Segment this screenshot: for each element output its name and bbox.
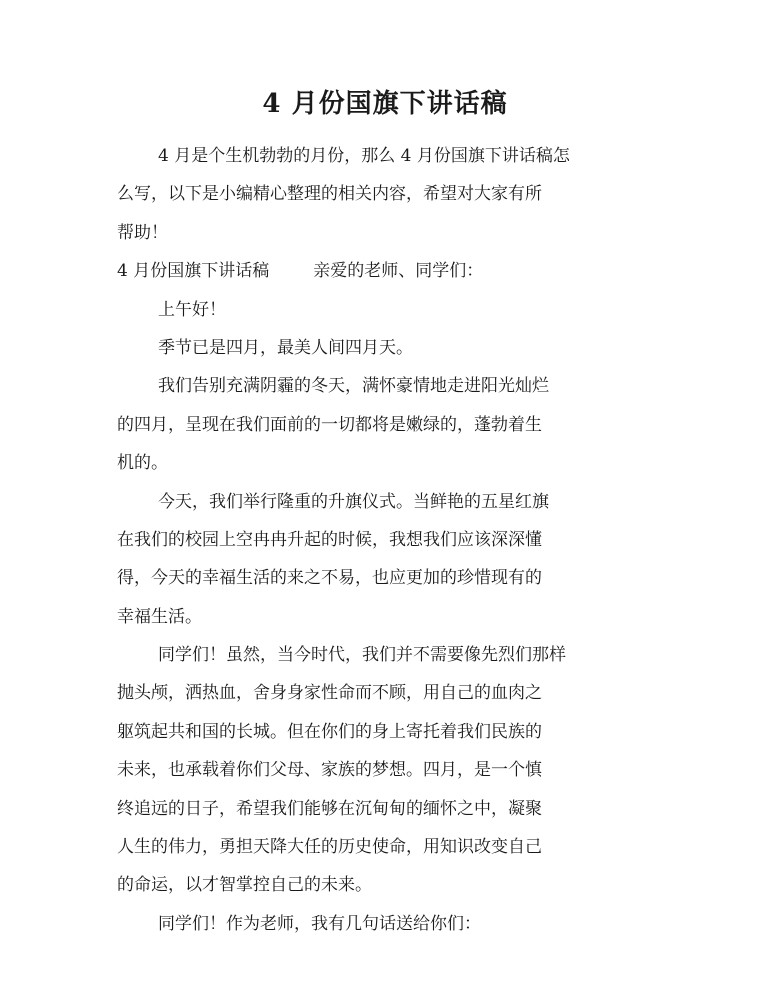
heading-line-title: 4 月份国旗下讲话稿: [117, 261, 270, 282]
heading-line-salutation: 亲爱的老师、同学们：: [313, 261, 484, 282]
paragraph-line: 机的。: [117, 453, 168, 474]
paragraph-line: 的四月，呈现在我们面前的一切都将是嫩绿的，蓬勃着生: [117, 414, 542, 435]
paragraph-line: 人生的伟力，勇担天降大任的历史使命，用知识改变自己: [117, 837, 542, 858]
paragraph-line: 未来，也承载着你们父母、家族的梦想。四月，是一个慎: [117, 760, 542, 781]
document-body: [117, 137, 657, 943]
paragraph-line: 同学们！虽然，当今时代，我们并不需要像先烈们那样: [158, 645, 566, 666]
paragraph-line: 上午好！: [158, 299, 226, 320]
paragraph-line: 季节已是四月，最美人间四月天。: [158, 337, 413, 358]
paragraph-line: 躯筑起共和国的长城。但在你们的身上寄托着我们民族的: [117, 721, 542, 742]
paragraph-line: 么写，以下是小编精心整理的相关内容，希望对大家有所: [117, 184, 542, 205]
paragraph-line: 我们告别充满阴霾的冬天，满怀豪情地走进阳光灿烂: [158, 376, 549, 397]
paragraph-line: 的命运，以才智掌控自己的未来。: [117, 875, 372, 896]
paragraph-line: 4 月是个生机勃勃的月份，那么 4 月份国旗下讲话稿怎: [158, 146, 570, 166]
paragraph-line: 在我们的校园上空冉冉升起的时候，我想我们应该深深懂: [117, 529, 542, 550]
heading-line: [117, 252, 657, 290]
document-title: 4 月份国旗下讲话稿: [262, 89, 508, 119]
paragraph-line: 终追远的日子，希望我们能够在沉甸甸的缅怀之中，凝聚: [117, 798, 542, 819]
paragraph-line: 抛头颅，洒热血，舍身身家性命而不顾，用自己的血肉之: [117, 683, 542, 704]
paragraph-line: 幸福生活。: [117, 606, 202, 627]
paragraph-line: 得，今天的幸福生活的来之不易，也应更加的珍惜现有的: [117, 568, 542, 589]
paragraph-line: 同学们！作为老师，我有几句话送给你们：: [158, 913, 481, 934]
paragraph-line: 帮助！: [117, 222, 168, 243]
paragraph-line: 今天，我们举行隆重的升旗仪式。当鲜艳的五星红旗: [158, 491, 549, 512]
